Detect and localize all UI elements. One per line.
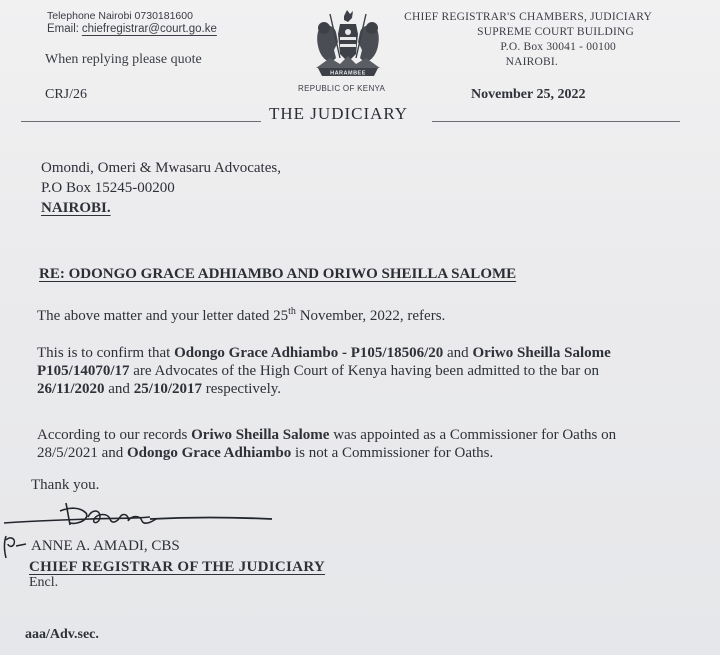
p3-text-c: was appointed as a Commissioner for Oaths on [329,427,617,443]
chambers-line-3: P.O. Box 30041 - 00100 [500,41,616,53]
p2-date-2: 25/10/2017 [133,381,203,397]
enclosure-note: Encl. [29,575,59,590]
kenya-coat-of-arms-icon [300,6,396,86]
p2-name-1: Odongo Grace Adhiambo - P105/18506/20 [174,345,444,361]
typist-initials: aaa/Adv.sec. [25,627,99,642]
chambers-line-1: CHIEF REGISTRAR'S CHAMBERS, JUDICIARY [404,11,652,23]
title-rule-right [432,121,680,122]
quote-line: When replying please quote [45,52,202,67]
telephone-line: Telephone Nairobi 0730181600 [47,10,193,22]
chambers-address [404,10,652,70]
p1-superscript: th [288,306,296,317]
crest-motto: HARAMBEE [330,70,366,77]
reference-number: CRJ/26 [45,87,88,102]
signature-icon [0,495,280,540]
p3-text-g: is not a Commissioner for Oaths. [291,445,494,461]
crest-caption: REPUBLIC OF KENYA [298,84,386,93]
title-rule-left [21,121,261,122]
recipient-address [41,158,281,218]
chambers-line-4: NAIROBI. [505,56,558,68]
p3-text-e: and [97,445,128,461]
subject-line: RE: ODONGO GRACE ADHIAMBO AND ORIWO SHEILLA SALOME [39,266,517,282]
p2-text-g: and [104,381,134,397]
p2-date-1: 26/11/2020 [37,381,105,397]
letterhead-title: THE JUDICIARY [269,104,409,123]
p2-text-c: and [443,345,473,361]
paragraph-1 [37,303,677,325]
p3-text-a: According to our records [37,427,192,443]
email-label: Email: [47,23,79,35]
chambers-line-2: SUPREME COURT BUILDING [477,26,634,38]
p2-text-e: are Advocates of the High Court of Kenya having been admitted to the bar on [129,363,599,379]
p3-name-2: Odongo Grace Adhiambo [127,445,292,461]
p2-text-i: respectively. [202,381,282,397]
letter-date: November 25, 2022 [471,87,586,102]
recipient-city: NAIROBI. [41,200,111,216]
recipient-box: P.O Box 15245-00200 [41,180,175,196]
paragraph-2 [37,344,663,398]
signatory-position: CHIEF REGISTRAR OF THE JUDICIARY [29,559,326,575]
thank-you: Thank you. [31,477,100,493]
p1-text-a: The above matter and your letter dated 25 [37,308,289,324]
signatory-name: ANNE A. AMADI, CBS [31,538,180,554]
p2-text-a: This is to confirm that [37,345,175,361]
p3-name-1: Oriwo Sheilla Salome [191,427,330,443]
initial-mark-icon [0,532,30,562]
email-line [47,23,217,35]
email-link[interactable]: chiefregistrar@court.go.ke [81,23,217,35]
p3-date: 28/5/2021 [37,445,98,461]
p1-text-b: November, 2022, refers. [295,308,446,324]
recipient-name: Omondi, Omeri & Mwasaru Advocates, [41,160,281,176]
p2-name-2: Oriwo Sheilla Salome P105/14070/17 [37,345,611,379]
paragraph-3 [37,426,669,462]
